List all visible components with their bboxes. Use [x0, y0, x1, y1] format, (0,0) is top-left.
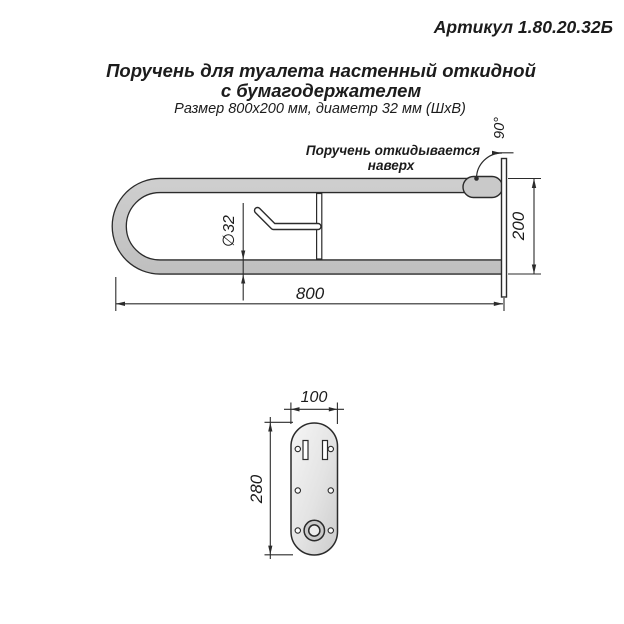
wall-plate-side — [502, 159, 507, 298]
hinge-cap — [463, 177, 503, 198]
dim-label-diameter-32: ∅32 — [221, 215, 238, 247]
mounting-plate-front-view — [265, 403, 345, 560]
product-title-line2: с бумагодержателем — [220, 80, 422, 101]
dim-label-280: 280 — [247, 474, 266, 504]
plate-tube-socket — [304, 520, 324, 540]
dim-label-200: 200 — [509, 211, 528, 241]
dim-label-100: 100 — [300, 389, 328, 406]
dim-label-90-deg: 90° — [492, 117, 508, 139]
plate-slot-right — [323, 441, 328, 460]
paper-holder-hook — [258, 211, 319, 227]
handrail-side-view — [116, 151, 541, 311]
dimension-plate-height-280 — [265, 417, 294, 559]
dim-label-800: 800 — [295, 284, 325, 303]
fold-note-line2: наверх — [367, 158, 415, 173]
article-number: Артикул 1.80.20.32Б — [433, 17, 613, 37]
plate-slot-left — [303, 441, 308, 460]
dimension-diameter — [241, 203, 245, 301]
size-subtitle: Размер 800х200 мм, диаметр 32 мм (ШхВ) — [174, 101, 466, 117]
product-title-line1: Поручень для туалета настенный откидной — [106, 60, 536, 81]
fold-note-line1: Поручень откидывается — [305, 143, 481, 158]
